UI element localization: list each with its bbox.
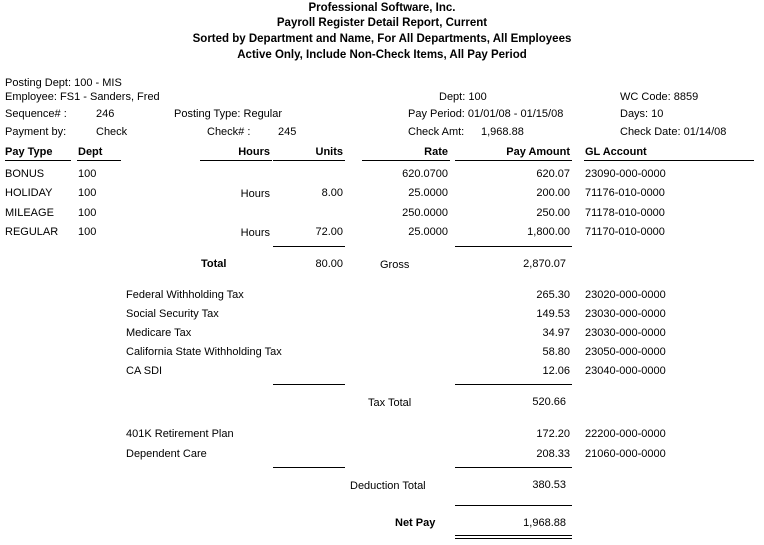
net-pay-double-rule: [455, 535, 572, 536]
net-pay-rule: [455, 505, 572, 506]
report-company: Professional Software, Inc.: [308, 2, 456, 14]
check-amt-label: Check Amt:: [408, 126, 465, 138]
rate-cell: 620.0700: [402, 168, 448, 180]
header-underline: [273, 160, 345, 161]
tax-name: California State Withholding Tax: [126, 346, 282, 358]
posting-dept: Posting Dept: 100 - MIS: [5, 77, 122, 89]
report-sort: Sorted by Department and Name, For All Departments, All Employees: [192, 33, 572, 45]
net-pay-double-rule: [455, 538, 572, 539]
pay-type-cell: BONUS: [5, 168, 45, 180]
col-units: Units: [315, 146, 343, 158]
dept-cell: 100: [78, 226, 97, 238]
gl-cell: 23090-000-0000: [585, 168, 666, 180]
rate-cell: 25.0000: [408, 187, 448, 199]
tax-rule: [273, 384, 345, 385]
dept-cell: 100: [78, 207, 97, 219]
deduction-rule: [273, 467, 345, 468]
subtotal-rule: [455, 246, 572, 247]
header-underline: [200, 160, 272, 161]
tax-name: Federal Withholding Tax: [126, 289, 244, 301]
sequence-value: 246: [96, 108, 115, 120]
hours-cell: Hours: [240, 188, 270, 200]
col-gl-account: GL Account: [585, 146, 647, 158]
tax-total-amount: 520.66: [532, 396, 566, 408]
gl-cell: 71178-010-0000: [585, 207, 665, 219]
pay-period: Pay Period: 01/01/08 - 01/15/08: [408, 108, 564, 120]
dept: Dept: 100: [439, 91, 487, 103]
net-pay-amount: 1,968.88: [523, 517, 566, 529]
tax-rule: [455, 384, 572, 385]
amount-cell: 250.00: [536, 207, 570, 219]
tax-name: Medicare Tax: [126, 327, 192, 339]
tax-gl: 23030-000-0000: [585, 308, 666, 320]
header-underline: [362, 160, 450, 161]
gross-label: Gross: [380, 259, 410, 271]
gl-cell: 71176-010-0000: [585, 187, 665, 199]
pay-type-cell: HOLIDAY: [5, 187, 53, 199]
tax-amount: 12.06: [542, 365, 570, 377]
posting-type: Posting Type: Regular: [174, 108, 283, 120]
deduction-rule: [455, 467, 572, 468]
report-title: Payroll Register Detail Report, Current: [276, 17, 488, 29]
payment-by-value: Check: [96, 126, 128, 138]
amount-cell: 1,800.00: [527, 226, 570, 238]
tax-name: CA SDI: [126, 365, 163, 377]
tax-amount: 149.53: [536, 308, 570, 320]
tax-gl: 23030-000-0000: [585, 327, 666, 339]
tax-amount: 58.80: [542, 346, 570, 358]
units-cell: 72.00: [315, 226, 343, 238]
tax-amount: 265.30: [536, 289, 570, 301]
check-no-label: Check# :: [207, 126, 251, 138]
pay-type-cell: MILEAGE: [5, 207, 54, 219]
check-no-value: 245: [278, 126, 297, 138]
header-underline: [455, 160, 572, 161]
total-units: 80.00: [315, 258, 343, 270]
amount-cell: 620.07: [536, 168, 570, 180]
check-date: Check Date: 01/14/08: [620, 126, 727, 138]
dept-cell: 100: [78, 168, 97, 180]
rate-cell: 250.0000: [402, 207, 448, 219]
total-label: Total: [201, 258, 227, 270]
payment-by-label: Payment by:: [5, 126, 67, 138]
deduction-gl: 21060-000-0000: [585, 448, 666, 460]
wc-code: WC Code: 8859: [620, 91, 699, 103]
sequence-label: Sequence# :: [5, 108, 67, 120]
tax-gl: 23020-000-0000: [585, 289, 666, 301]
units-cell: 8.00: [321, 187, 343, 199]
report-filter: Active Only, Include Non-Check Items, All Pay Period: [237, 49, 527, 61]
tax-amount: 34.97: [542, 327, 570, 339]
col-dept: Dept: [78, 146, 103, 158]
header-underline: [77, 160, 121, 161]
dept-cell: 100: [78, 187, 97, 199]
deduction-name: 401K Retirement Plan: [126, 428, 234, 440]
tax-name: Social Security Tax: [126, 308, 219, 320]
deduction-name: Dependent Care: [126, 448, 207, 460]
col-hours: Hours: [238, 146, 270, 158]
gl-cell: 71170-010-0000: [585, 226, 665, 238]
deduction-amount: 208.33: [536, 448, 570, 460]
col-pay-type: Pay Type: [5, 146, 53, 158]
deduction-amount: 172.20: [536, 428, 570, 440]
employee: Employee: FS1 - Sanders, Fred: [5, 91, 160, 103]
rate-cell: 25.0000: [408, 226, 448, 238]
deduction-gl: 22200-000-0000: [585, 428, 666, 440]
days: Days: 10: [620, 108, 664, 120]
col-pay-amount: Pay Amount: [506, 146, 570, 158]
gross-amount: 2,870.07: [523, 258, 566, 270]
header-underline: [584, 160, 754, 161]
deduction-total-amount: 380.53: [532, 479, 566, 491]
tax-total-label: Tax Total: [368, 397, 412, 409]
net-pay-label: Net Pay: [395, 517, 436, 529]
header-underline: [5, 160, 71, 161]
tax-gl: 23050-000-0000: [585, 346, 666, 358]
deduction-total-label: Deduction Total: [350, 480, 426, 492]
pay-type-cell: REGULAR: [5, 226, 59, 238]
amount-cell: 200.00: [536, 187, 570, 199]
subtotal-rule: [273, 246, 345, 247]
tax-gl: 23040-000-0000: [585, 365, 666, 377]
col-rate: Rate: [424, 146, 448, 158]
hours-cell: Hours: [240, 227, 270, 239]
check-amt-value: 1,968.88: [481, 126, 524, 138]
